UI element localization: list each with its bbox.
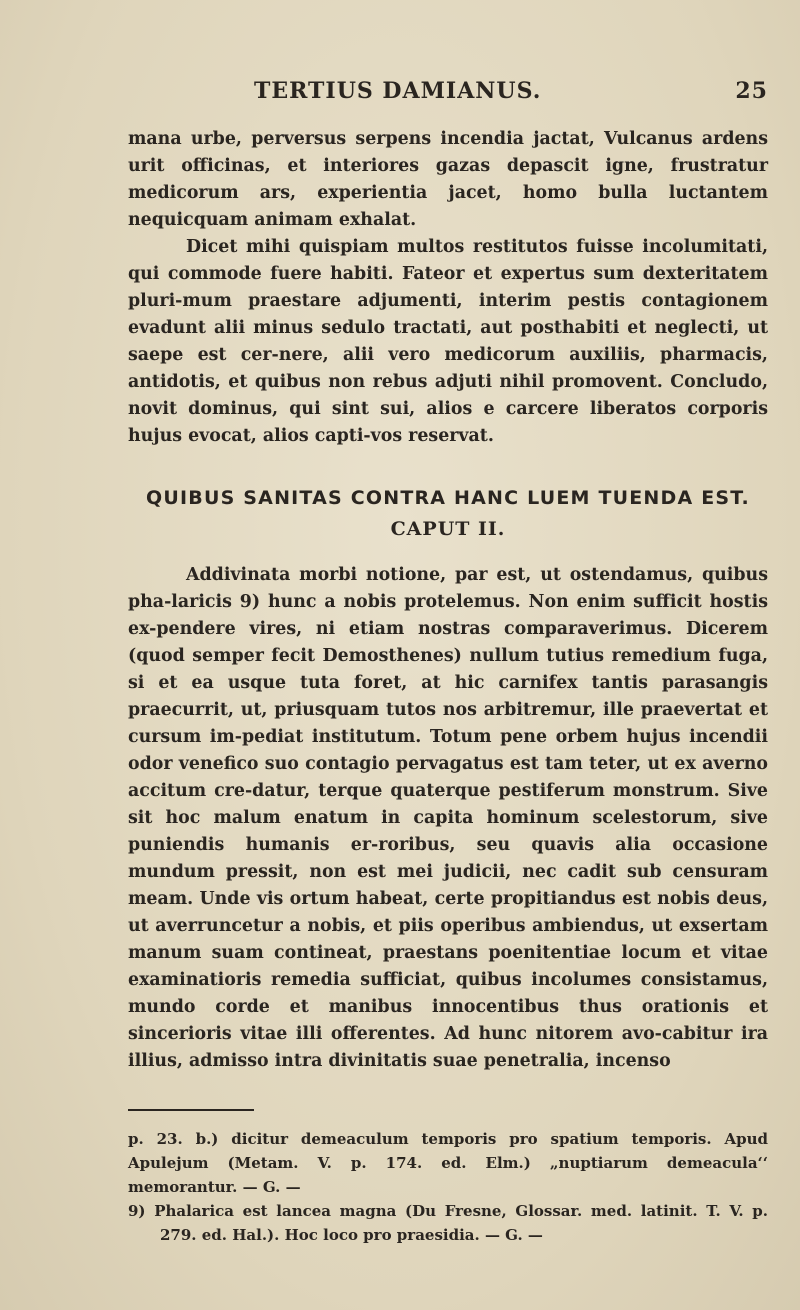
paragraph-chapter-body: Addivinata morbi notione, par est, ut ostendamus, quibus pha-laricis 9) hunc a nobis protelemus. Non enim sufficit hostis ex-pendere vires, ni etiam nostras comparaverimus. Dicerem (quod semper fecit Demosthenes) nullum tutius remedium fuga, si et ea usque tuta foret, at hic carnifex tantis parasangis praecurrit, ut, priusquam tutos nos arbitremur, ille praevertat et cursum im-pediat institutum. Totum pene orbem hujus incendii odor venefico suo contagio pervagatus est tam teter, ut ex averno accitum cre-datur, terque quaterque pestiferum monstrum. Sive sit hoc malum enatum in capita hominum scelestorum, sive puniendis humanis er-roribus, seu quavis alia occasione mundum pressit, non est mei judicii, nec cadit sub censuram meam. Unde vis ortum habeat, certe propitiandus est nobis deus, ut averruncetur a nobis, et piis operibus ambiendus, ut exsertam manum suam contineat, praestans poenitentiae locum et vitae examinatioris remedia sufficiat, quibus incolumes consistamus, mundo corde et manibus innocentibus thus orationis et sincerioris vitae illi offerentes. Ad hunc nitorem avo-cabitur ira illius, admisso intra divinitatis suae penetralia, incenso <box>128 565 768 1071</box>
page-number: 25 <box>735 78 768 104</box>
chapter-title: CAPUT II. <box>390 518 506 540</box>
book-page <box>128 78 768 1247</box>
running-head <box>128 78 768 114</box>
section-heading: QUIBUS SANITAS CONTRA HANC LUEM TUENDA EST. <box>146 487 750 509</box>
paragraph-objection: Dicet mihi quispiam multos restitutos fuisse incolumitati, qui commode fuere habiti. Fateor et expertus sum dexteritatem pluri-mum praestare adjumenti, interim pestis contagionem evadunt alii minus sedulo tractati, aut posthabiti et neglecti, ut saepe est cer-nere, alii vero medicorum auxiliis, pharmacis, antidotis, et quibus non rebus adjuti nihil promovent. Concludo, novit dominus, qui sint sui, alios e carcere liberatos corporis hujus evocat, alios capti-vos reservat. <box>128 237 768 446</box>
footnote-rule <box>128 1109 254 1111</box>
footnote-continued: p. 23. b.) dicitur demeaculum temporis pro spatium temporis. Apud Apulejum (Metam. V. p. 174. ed. Elm.) „nuptiarum demeacula‘‘ memorantur. — G. — <box>128 1130 768 1196</box>
running-title: TERTIUS DAMIANUS. <box>254 78 542 104</box>
footnote-9: 9) Phalarica est lancea magna (Du Fresne, Glossar. med. latinit. T. V. p. 279. ed. Hal.). Hoc loco pro praesidia. — G. — <box>128 1202 768 1244</box>
paragraph-continued: mana urbe, perversus serpens incendia jactat, Vulcanus ardens urit officinas, et interiores gazas depascit igne, frustratur medicorum ars, experientia jacet, homo bulla luctantem nequicquam animam exhalat. <box>128 129 768 230</box>
